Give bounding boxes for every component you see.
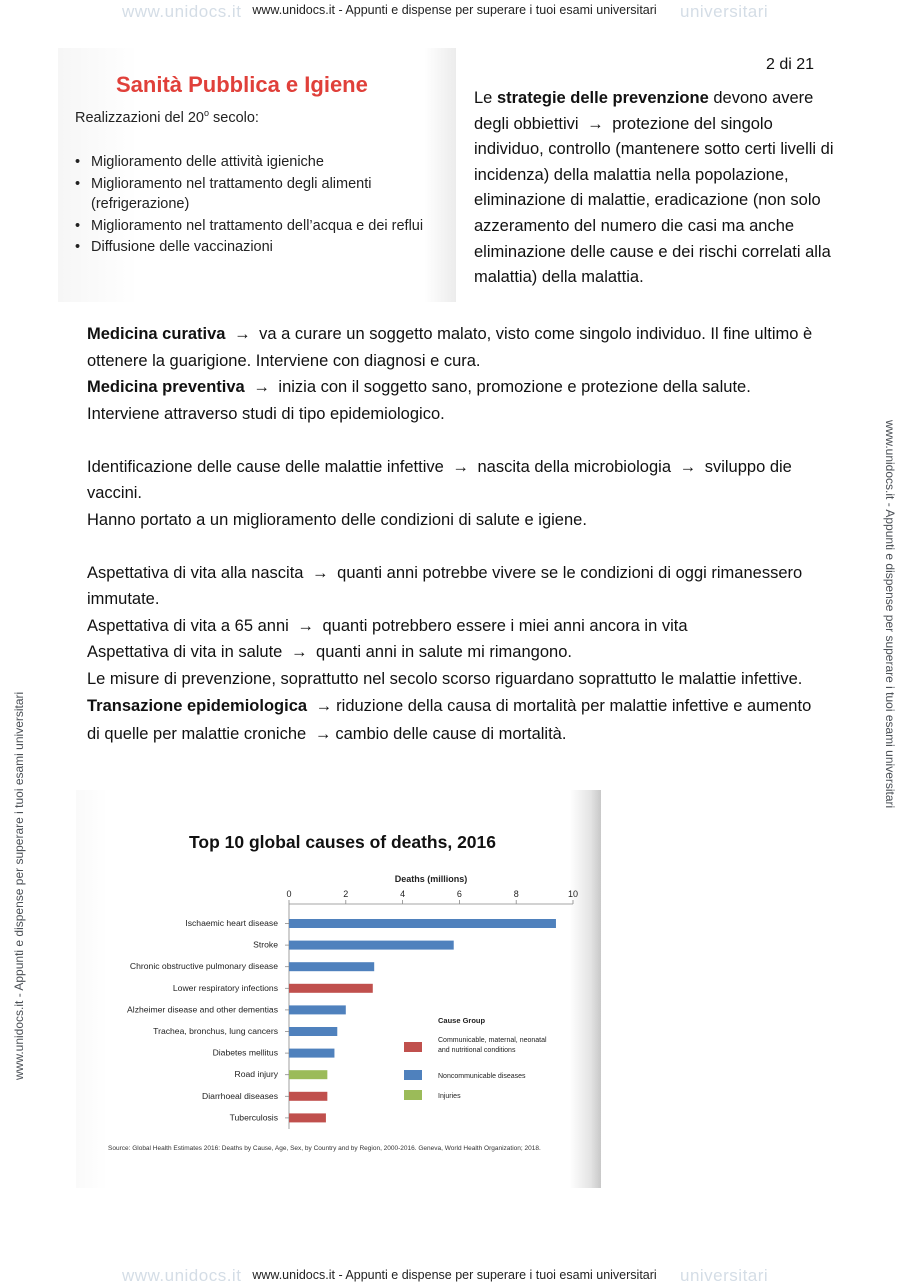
category-label: Ischaemic heart disease [185, 918, 278, 928]
text-cause-a: Identificazione delle cause delle malattie infettive [87, 457, 444, 476]
category-label: Stroke [253, 939, 278, 950]
strategies-bold: strategie delle prevenzione [496, 89, 709, 107]
slide-bullet: • Miglioramento delle attività igieniche [75, 152, 445, 173]
bar [289, 962, 374, 971]
term-medicina-curativa: Medicina curativa [87, 325, 226, 343]
strategies-text-2: protezione del singolo individuo, controllo (mantenere sotto certi livelli di incidenza) della malattia nella popolazione, eliminazione di malattie, eradicazione (non solo azzeramento del numero die casi ma anche eliminazione delle cause e dei rischi correlati alla malattia) della malattia. [474, 114, 834, 287]
arrow-icon: → [297, 616, 314, 635]
arrow-icon: → [679, 457, 697, 476]
bar [289, 1049, 334, 1058]
legend-swatch [404, 1070, 422, 1080]
slide-bullet: • Miglioramento nel trattamento degli alimenti (refrigerazione) [75, 174, 445, 215]
x-tick-label: 2 [343, 889, 349, 899]
bar [289, 1113, 326, 1122]
category-label: Lower respiratory infections [172, 982, 278, 993]
body-text [87, 321, 827, 748]
text-asp1-a: Aspettativa di vita alla nascita [87, 563, 304, 582]
paragraph-portato: Hanno portato a un miglioramento delle condizioni di salute e igiene. [87, 510, 587, 529]
x-axis-label: Deaths (millions) [394, 874, 468, 884]
x-tick-label: 6 [456, 889, 462, 899]
watermark-right-top: universitari [680, 2, 769, 21]
category-label: Tuberculosis [229, 1112, 278, 1123]
text-medicina-curativa: va a curare un soggetto malato, visto come singolo individuo. Il fine ultimo è ottenere la guarigione. Interviene con diagnosi e cura. [87, 325, 813, 370]
category-label: Chronic obstructive pulmonary disease [129, 961, 278, 972]
category-label: Diarrhoeal diseases [202, 1090, 278, 1101]
sidebar-watermark-left: www.unidocs.it - Appunti e dispense per superare i tuoi esami universitari [12, 691, 26, 1080]
arrow-icon: → [587, 114, 604, 133]
x-tick-label: 10 [567, 889, 579, 899]
arrow-icon: → [234, 325, 251, 343]
slide-subtitle-sup: o [203, 108, 209, 118]
bar [289, 1092, 327, 1101]
slide-subtitle-pre: Realizzazioni del 20 [75, 109, 204, 126]
watermark-left-top: www.unidocs.it [122, 2, 242, 21]
x-tick-label: 8 [513, 889, 519, 899]
paragraph-transazione [87, 692, 827, 748]
watermark-left-bottom: www.unidocs.it [122, 1266, 242, 1285]
term-medicina-preventiva: Medicina preventiva [87, 378, 245, 396]
slide-bullet: • Diffusione delle vaccinazioni [75, 237, 445, 258]
text-trans-a: riduzione della causa di mortalità per malattie infettive e aumento di quelle per malattie croniche [87, 697, 812, 743]
bar [289, 919, 556, 928]
page-footer: www.unidocs.it - Appunti e dispense per superare i tuoi esami universitari [252, 1268, 657, 1282]
strategies-lead: Le [474, 89, 497, 107]
bar [289, 1027, 337, 1036]
strategies-text-1: devono avere degli obbiettivi [474, 89, 814, 133]
strategies-paragraph [474, 86, 834, 291]
text-cause-b: nascita della microbiologia [477, 457, 672, 476]
text-cause-c: sviluppo die vaccini. [87, 457, 792, 502]
paragraph-medicina-preventiva [87, 374, 827, 427]
paragraph-misure: Le misure di prevenzione, soprattutto nel secolo scorso riguardano soprattutto le malattie infettive. [87, 669, 803, 688]
paragraph-aspettativa-65 [87, 613, 827, 640]
text-asp3-a: Aspettativa di vita in salute [87, 643, 283, 661]
legend-swatch [404, 1090, 422, 1100]
paragraph-medicina-curativa [87, 321, 827, 374]
slide-subtitle [75, 108, 259, 126]
category-label: Alzheimer disease and other dementias [127, 1004, 278, 1015]
sidebar-watermark-right: www.unidocs.it - Appunti e dispense per superare i tuoi esami universitari [883, 420, 897, 809]
bar [289, 1070, 327, 1079]
category-label: Diabetes mellitus [212, 1047, 278, 1058]
text-asp2-b: quanti potrebbero essere i miei anni ancora in vita [322, 616, 688, 635]
arrow-icon: → [290, 643, 308, 661]
arrow-icon: → [314, 725, 332, 743]
arrow-icon: → [312, 563, 329, 582]
category-label: Trachea, bronchus, lung cancers [153, 1026, 278, 1036]
text-medicina-preventiva: inizia con il soggetto sano, promozione e protezione della salute. Interviene attraverso studi di tipo epidemiologico. [87, 378, 751, 423]
x-tick-label: 4 [400, 889, 406, 899]
arrow-icon: → [253, 378, 270, 396]
chart-image [76, 790, 601, 1188]
text-asp3-b: quanti anni in salute mi rimangono. [316, 643, 572, 661]
slide-subtitle-post: secolo: [208, 109, 259, 126]
bar [289, 941, 454, 950]
slide-image [58, 48, 456, 302]
text-asp2-a: Aspettativa di vita a 65 anni [87, 616, 289, 635]
slide-bullet: • Miglioramento nel trattamento dell’acqua e dei reflui [75, 216, 445, 237]
legend-label: and nutritional conditions [438, 1047, 516, 1054]
slide-bullet-list [75, 152, 445, 259]
page-number: 2 di 21 [766, 56, 815, 73]
category-label: Road injury [234, 1069, 278, 1080]
watermark-right-bottom: universitari [680, 1266, 769, 1285]
text-asp1-b: quanti anni potrebbe vivere se le condizioni di oggi rimanessero immutate. [87, 563, 803, 608]
term-transazione-epidemiologica: Transazione epidemiologica [87, 697, 308, 715]
bar-chart [76, 790, 601, 1188]
arrow-icon: → [452, 457, 469, 476]
legend-label: Communicable, maternal, neonatal [438, 1037, 547, 1044]
paragraph-cause-infettive [87, 454, 827, 507]
chart-title: Top 10 global causes of deaths, 2016 [189, 832, 497, 852]
paragraph-aspettativa-salute [87, 639, 827, 666]
paragraph-aspettativa-nascita [87, 560, 827, 613]
x-tick-label: 0 [286, 889, 292, 899]
slide-title: Sanità Pubblica e Igiene [116, 72, 368, 97]
legend-title: Cause Group [438, 1016, 486, 1025]
bar [289, 984, 373, 993]
legend-swatch [404, 1042, 422, 1052]
legend-label: Noncommunicable diseases [438, 1073, 526, 1080]
bar [289, 1005, 346, 1014]
text-trans-b: cambio delle cause di mortalità. [335, 725, 567, 743]
chart-source: Source: Global Health Estimates 2016: Deaths by Cause, Age, Sex, by Country and by Region, 2000-2016. Geneva, World Health Organization; 2018. [108, 1145, 541, 1152]
arrow-icon: → [315, 697, 333, 715]
legend-label: Injuries [438, 1093, 461, 1100]
page-header: www.unidocs.it - Appunti e dispense per superare i tuoi esami universitari [252, 3, 657, 17]
